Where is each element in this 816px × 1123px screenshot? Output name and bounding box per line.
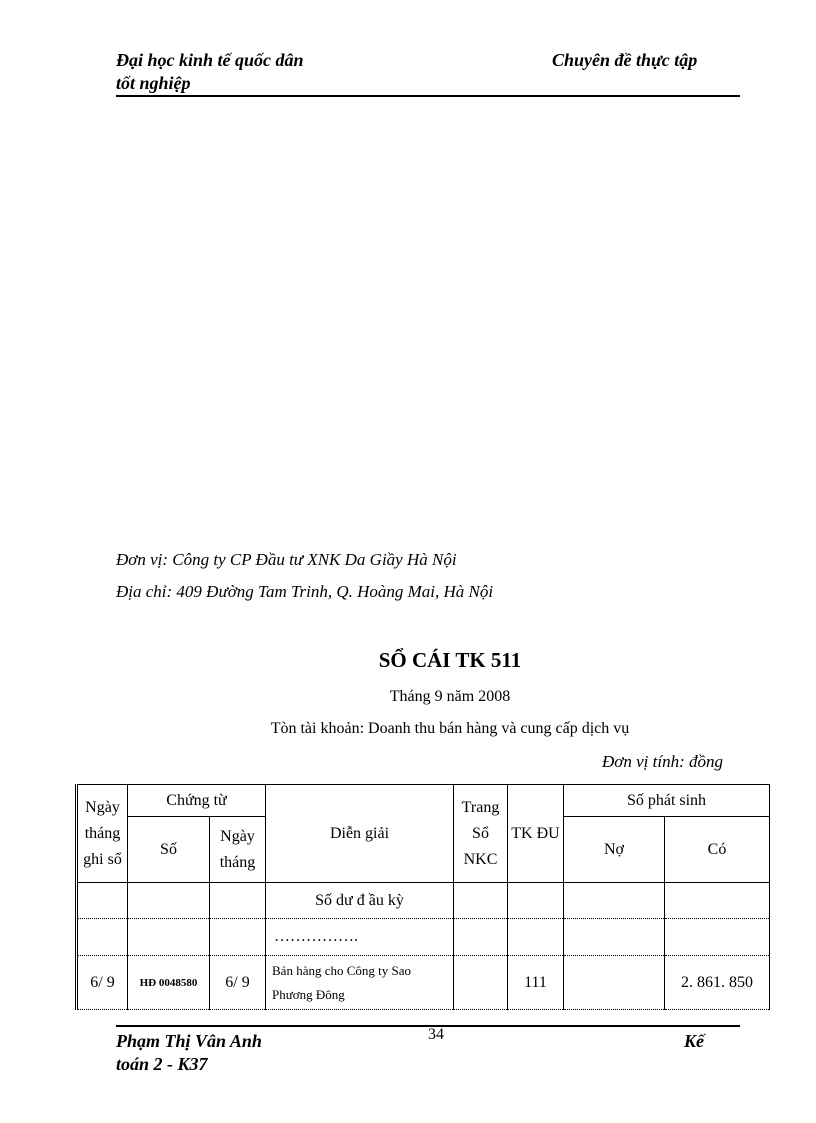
cell-page	[454, 919, 508, 956]
cell-debit	[564, 956, 665, 1010]
header-rule	[116, 95, 740, 97]
cell-date	[77, 883, 128, 919]
col-contra-account: TK ĐU	[508, 785, 564, 883]
col-voucher-no: Số	[128, 817, 210, 883]
cell-credit	[665, 919, 770, 956]
cell-no	[128, 919, 210, 956]
footer-class: toán 2 - K37	[116, 1054, 208, 1074]
table-row	[77, 883, 770, 919]
header-left-line1: Đại học kinh tế quốc dân	[116, 50, 304, 70]
cell-vdate	[210, 919, 266, 956]
cell-desc: …………….	[266, 919, 454, 956]
cell-debit	[564, 919, 665, 956]
cell-tk	[508, 919, 564, 956]
header-left-line2: tốt nghiệp	[116, 73, 191, 93]
cell-vdate	[210, 883, 266, 919]
cell-date	[77, 919, 128, 956]
cell-tk: 111	[508, 956, 564, 1010]
col-voucher-date: Ngày tháng	[210, 817, 266, 883]
footer-author: Phạm Thị Vân Anh	[116, 1031, 262, 1051]
page-number: 34	[428, 1026, 444, 1043]
col-voucher: Chứng từ	[128, 785, 266, 817]
ledger-period: Tháng 9 năm 2008	[389, 688, 511, 705]
col-date-recorded: Ngày tháng ghi sổ	[77, 785, 128, 883]
account-name: Tòn tài khoản: Doanh thu bán hàng và cung cấp dịch vụ	[270, 720, 630, 737]
footer-right: Kế	[684, 1031, 704, 1051]
ledger-title: SỔ CÁI TK 511	[378, 648, 522, 672]
cell-tk	[508, 883, 564, 919]
cell-vdate: 6/ 9	[210, 956, 266, 1010]
cell-credit	[665, 883, 770, 919]
table-row	[77, 956, 770, 1010]
cell-page	[454, 883, 508, 919]
company-address: Địa chỉ: 409 Đường Tam Trinh, Q. Hoàng Mai, Hà Nội	[116, 582, 494, 601]
currency-unit: Đơn vị tính: đồng	[602, 752, 723, 771]
cell-desc: Số dư đ ầu kỳ	[266, 883, 454, 919]
col-amounts: Số phát sinh	[564, 785, 770, 817]
header-right: Chuyên đề thực tập	[552, 50, 698, 70]
cell-date: 6/ 9	[77, 956, 128, 1010]
col-debit: Nợ	[564, 817, 665, 883]
table-row	[77, 919, 770, 956]
ledger-table	[75, 784, 770, 1010]
col-credit: Có	[665, 817, 770, 883]
cell-page	[454, 956, 508, 1010]
col-journal-page: Trang Sổ NKC	[454, 785, 508, 883]
cell-credit: 2. 861. 850	[665, 956, 770, 1010]
cell-no: HĐ 0048580	[128, 956, 210, 1010]
col-description: Diễn giải	[266, 785, 454, 883]
cell-desc: Bán hàng cho Công ty Sao Phương Đông	[266, 956, 454, 1010]
cell-no	[128, 883, 210, 919]
company-unit: Đơn vị: Công ty CP Đầu tư XNK Da Giầy Hà Nội	[116, 550, 457, 569]
cell-debit	[564, 883, 665, 919]
